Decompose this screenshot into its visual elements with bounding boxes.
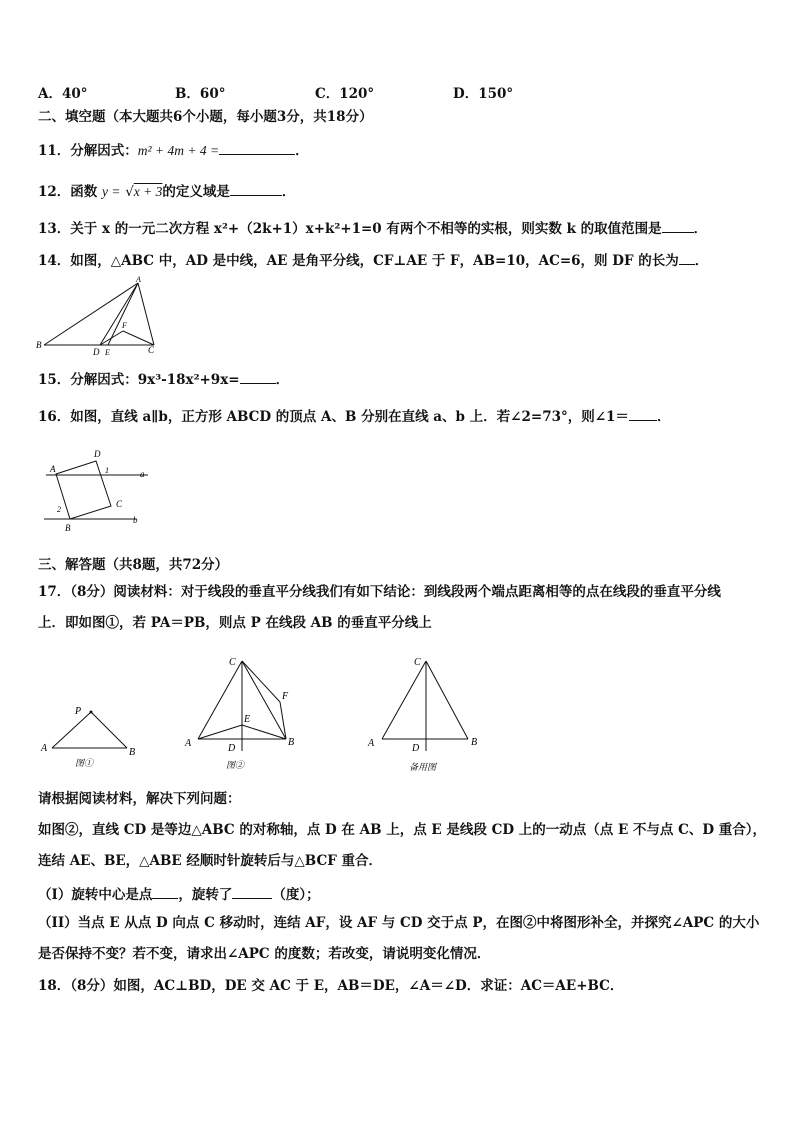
q12: 12．函数 y = √x + 3的定义域是 ．	[38, 181, 295, 201]
q17-line4: 如图②，直线 CD 是等边△ABC 的对称轴，点 D 在 AB 上，点 E 是线段 CD 上的一动点（点 E 不与点 C、D 重合），	[38, 822, 767, 838]
q17-line5: 连结 AE、BE，△ABE 经顺时针旋转后与△BCF 重合．	[38, 853, 382, 869]
fig2-label-f: F	[282, 691, 289, 702]
fig3-label-a: A	[368, 738, 375, 749]
choice-c: C．120°	[315, 86, 375, 102]
q14-label-e: E	[105, 348, 110, 357]
section3-title: 三、解答题（共8题，共72分）	[38, 557, 229, 573]
q16-label-c: C	[116, 499, 123, 509]
q11: 11．分解因式：m² + 4m + 4 = ．	[38, 140, 309, 160]
q14: 14．如图，△ABC 中，AD 是中线，AE 是角平分线，CF⊥AE 于 F，AB=10，AC=6，则 DF 的长为 ．	[38, 250, 708, 270]
section2-title: 二、填空题（本大题共6个小题，每小题3分，共18分）	[38, 109, 373, 125]
fig3-label-c: C	[414, 657, 421, 668]
fig1-label-b: B	[129, 747, 136, 758]
choice-b: B．60°	[175, 86, 226, 102]
q16: 16．如图，直线 a∥b，正方形 ABCD 的顶点 A、B 分别在直线 a、b 上．若∠2=73°，则∠1＝ ．	[38, 406, 670, 426]
fig3-label-d: D	[412, 743, 420, 754]
q16-label-a-line: a	[140, 469, 145, 479]
q14-label-a: A	[136, 275, 141, 284]
q16-label-d: D	[94, 449, 101, 459]
q14-label-c: C	[148, 345, 155, 355]
q17-line2: 上．即如图①，若 PA＝PB，则点 P 在线段 AB 的垂直平分线上	[38, 615, 432, 631]
q18: 18．（8分）如图，AC⊥BD，DE 交 AC 于 E，AB＝DE，∠A＝∠D．求证：AC＝AE+BC．	[38, 978, 624, 994]
q17-figure-1	[38, 700, 148, 775]
q16-label-2: 2	[57, 505, 61, 514]
fig1-label-a: A	[41, 743, 48, 754]
q17-figure-2	[180, 650, 310, 775]
q17-line6: （I）旋转中心是点 ，旋转了 （度）；	[38, 884, 320, 904]
q15: 15．分解因式：9x³-18x²+9x= ．	[38, 369, 289, 389]
q16-label-b: B	[65, 523, 71, 533]
q17-line3: 请根据阅读材料，解决下列问题：	[38, 791, 241, 807]
q17-line7: （II）当点 E 从点 D 向点 C 移动时，连结 AF，设 AF 与 CD 交于点 P，在图②中将图形补全，并探究∠APC 的大小	[38, 915, 760, 931]
choice-a: A．40°	[38, 86, 88, 102]
q16-label-a: A	[50, 464, 56, 474]
q14-figure	[34, 273, 164, 358]
q17-figure-3	[365, 650, 495, 775]
q16-label-1: 1	[105, 466, 109, 475]
q16-figure	[38, 446, 158, 534]
fig2-caption: 图②	[226, 760, 245, 770]
fig2-label-c: C	[229, 657, 236, 668]
q14-label-b: B	[36, 340, 42, 350]
fig2-label-e: E	[244, 714, 251, 725]
fig2-label-b: B	[288, 737, 295, 748]
fig1-label-p: P	[75, 706, 82, 717]
q16-label-b-line: b	[133, 515, 138, 525]
q13: 13．关于 x 的一元二次方程 x²+（2k+1）x+k²+1=0 有两个不相等的实根，则实数 k 的取值范围是 ．	[38, 218, 707, 238]
q17-line1: 17．（8分）阅读材料：对于线段的垂直平分线我们有如下结论：到线段两个端点距离相等的点在线段的垂直平分线	[38, 584, 721, 600]
q14-label-d: D	[93, 347, 100, 357]
fig1-caption: 图①	[75, 758, 94, 768]
fig2-label-a: A	[185, 738, 192, 749]
q14-label-f: F	[122, 321, 127, 330]
q17-line8: 是否保持不变？若不变，请求出∠APC 的度数；若改变，请说明变化情况．	[38, 946, 491, 962]
choice-d: D．150°	[453, 86, 514, 102]
fig3-caption: 备用图	[409, 762, 437, 772]
fig3-label-b: B	[471, 737, 478, 748]
fig2-label-d: D	[228, 743, 236, 754]
